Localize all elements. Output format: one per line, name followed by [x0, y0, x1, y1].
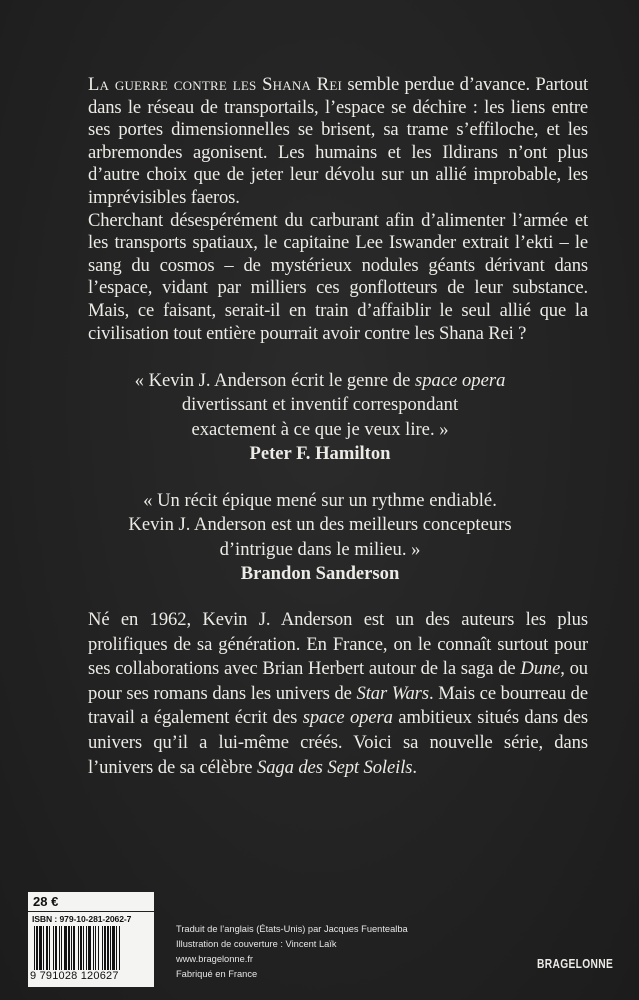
made-in: Fabriqué en France	[176, 969, 258, 979]
isbn: ISBN : 979-10-281-2062-7	[32, 914, 132, 924]
synopsis-lead: La guerre contre les Shana Rei	[88, 74, 343, 95]
bio-text: ambitieux situés dans des univers qu’il a lui-même créés. Voici sa nouvelle série, dans l’univers de sa célèbre	[88, 707, 589, 778]
quote-line: « Un récit épique mené sur un rythme endiablé.	[143, 490, 497, 511]
synopsis-paragraph-2: Cherchant désespérément du carburant afin d’alimenter l’armée et les transports spatiaux, le capitaine Lee Iswander extrait l’ekti – le sang du cosmos – de mystérieux nodules géants dérivant dans l’espace, vidant par milliers ces gonflotteurs de leur substance. Mais, ce faisant, serait-il en train d’affaiblir le seul allié que la civilisation tout entière pourrait avoir contre les Shana Rei ?	[88, 209, 588, 344]
quote-line: Kevin J. Anderson est un des meilleurs concepteurs	[128, 514, 512, 536]
publisher-logo: BRAGELONNE	[537, 957, 614, 971]
publisher-website: www.bragelonne.fr	[176, 954, 253, 964]
illustration-credit: Illustration de couverture : Vincent Laïk	[176, 939, 337, 949]
translation-credit: Traduit de l’anglais (États-Unis) par Jacques Fuentealba	[176, 924, 408, 934]
barcode-label	[28, 892, 154, 987]
bio-text: .	[412, 756, 417, 778]
quote-author: Brandon Sanderson	[240, 563, 400, 585]
barcode-icon	[34, 926, 150, 970]
quote-hamilton	[60, 369, 580, 467]
bio-text: , ou pour ses romans dans les univers de	[88, 658, 588, 704]
synopsis-paragraph-1	[88, 74, 588, 210]
quote-author: Peter F. Hamilton	[249, 443, 391, 465]
quote-text: « Kevin J. Anderson écrit le genre de	[134, 370, 415, 391]
quote-sanderson	[60, 489, 580, 587]
bio-text: Né en 1962, Kevin J. Anderson est un des auteurs les plus prolifiques de sa génération. En France, on le connaît surtout pour ses collaborations avec Brian Herbert autour de la saga de	[88, 609, 588, 680]
bio-title: Saga des Sept Soleils	[257, 756, 413, 778]
barcode-digits: 9 791028 120627	[30, 970, 119, 982]
quote-line	[60, 369, 580, 393]
bio-text: . Mais ce bourreau de travail a également écrit des	[88, 682, 588, 729]
author-bio	[88, 608, 588, 780]
price: 28 €	[28, 892, 154, 912]
quote-line: divertissant et inventif correspondant	[181, 394, 459, 416]
credits	[176, 922, 408, 982]
bio-title: space opera	[302, 707, 393, 729]
bio-title: Star Wars	[356, 682, 429, 704]
quote-line: exactement à ce que je veux lire. »	[191, 418, 449, 440]
quote-line: d’intrigue dans le milieu. »	[219, 538, 421, 560]
synopsis-paragraph-1-text: semble perdue d’avance. Partout dans le réseau de transportails, l’espace se déchire : les liens entre ses portes dimensionnelles se brisent, sa trame s’effiloche, et les arbremondes agonisent. Les humains et les Ildirans n’ont plus d’autre choix que de jeter leur dévolu sur un allié improbable, les imprévisibles faeros.	[88, 74, 588, 208]
quote-italic: space opera	[415, 370, 506, 391]
bio-title: Dune	[520, 658, 561, 680]
author-bio-text	[88, 608, 588, 780]
synopsis	[88, 74, 588, 345]
